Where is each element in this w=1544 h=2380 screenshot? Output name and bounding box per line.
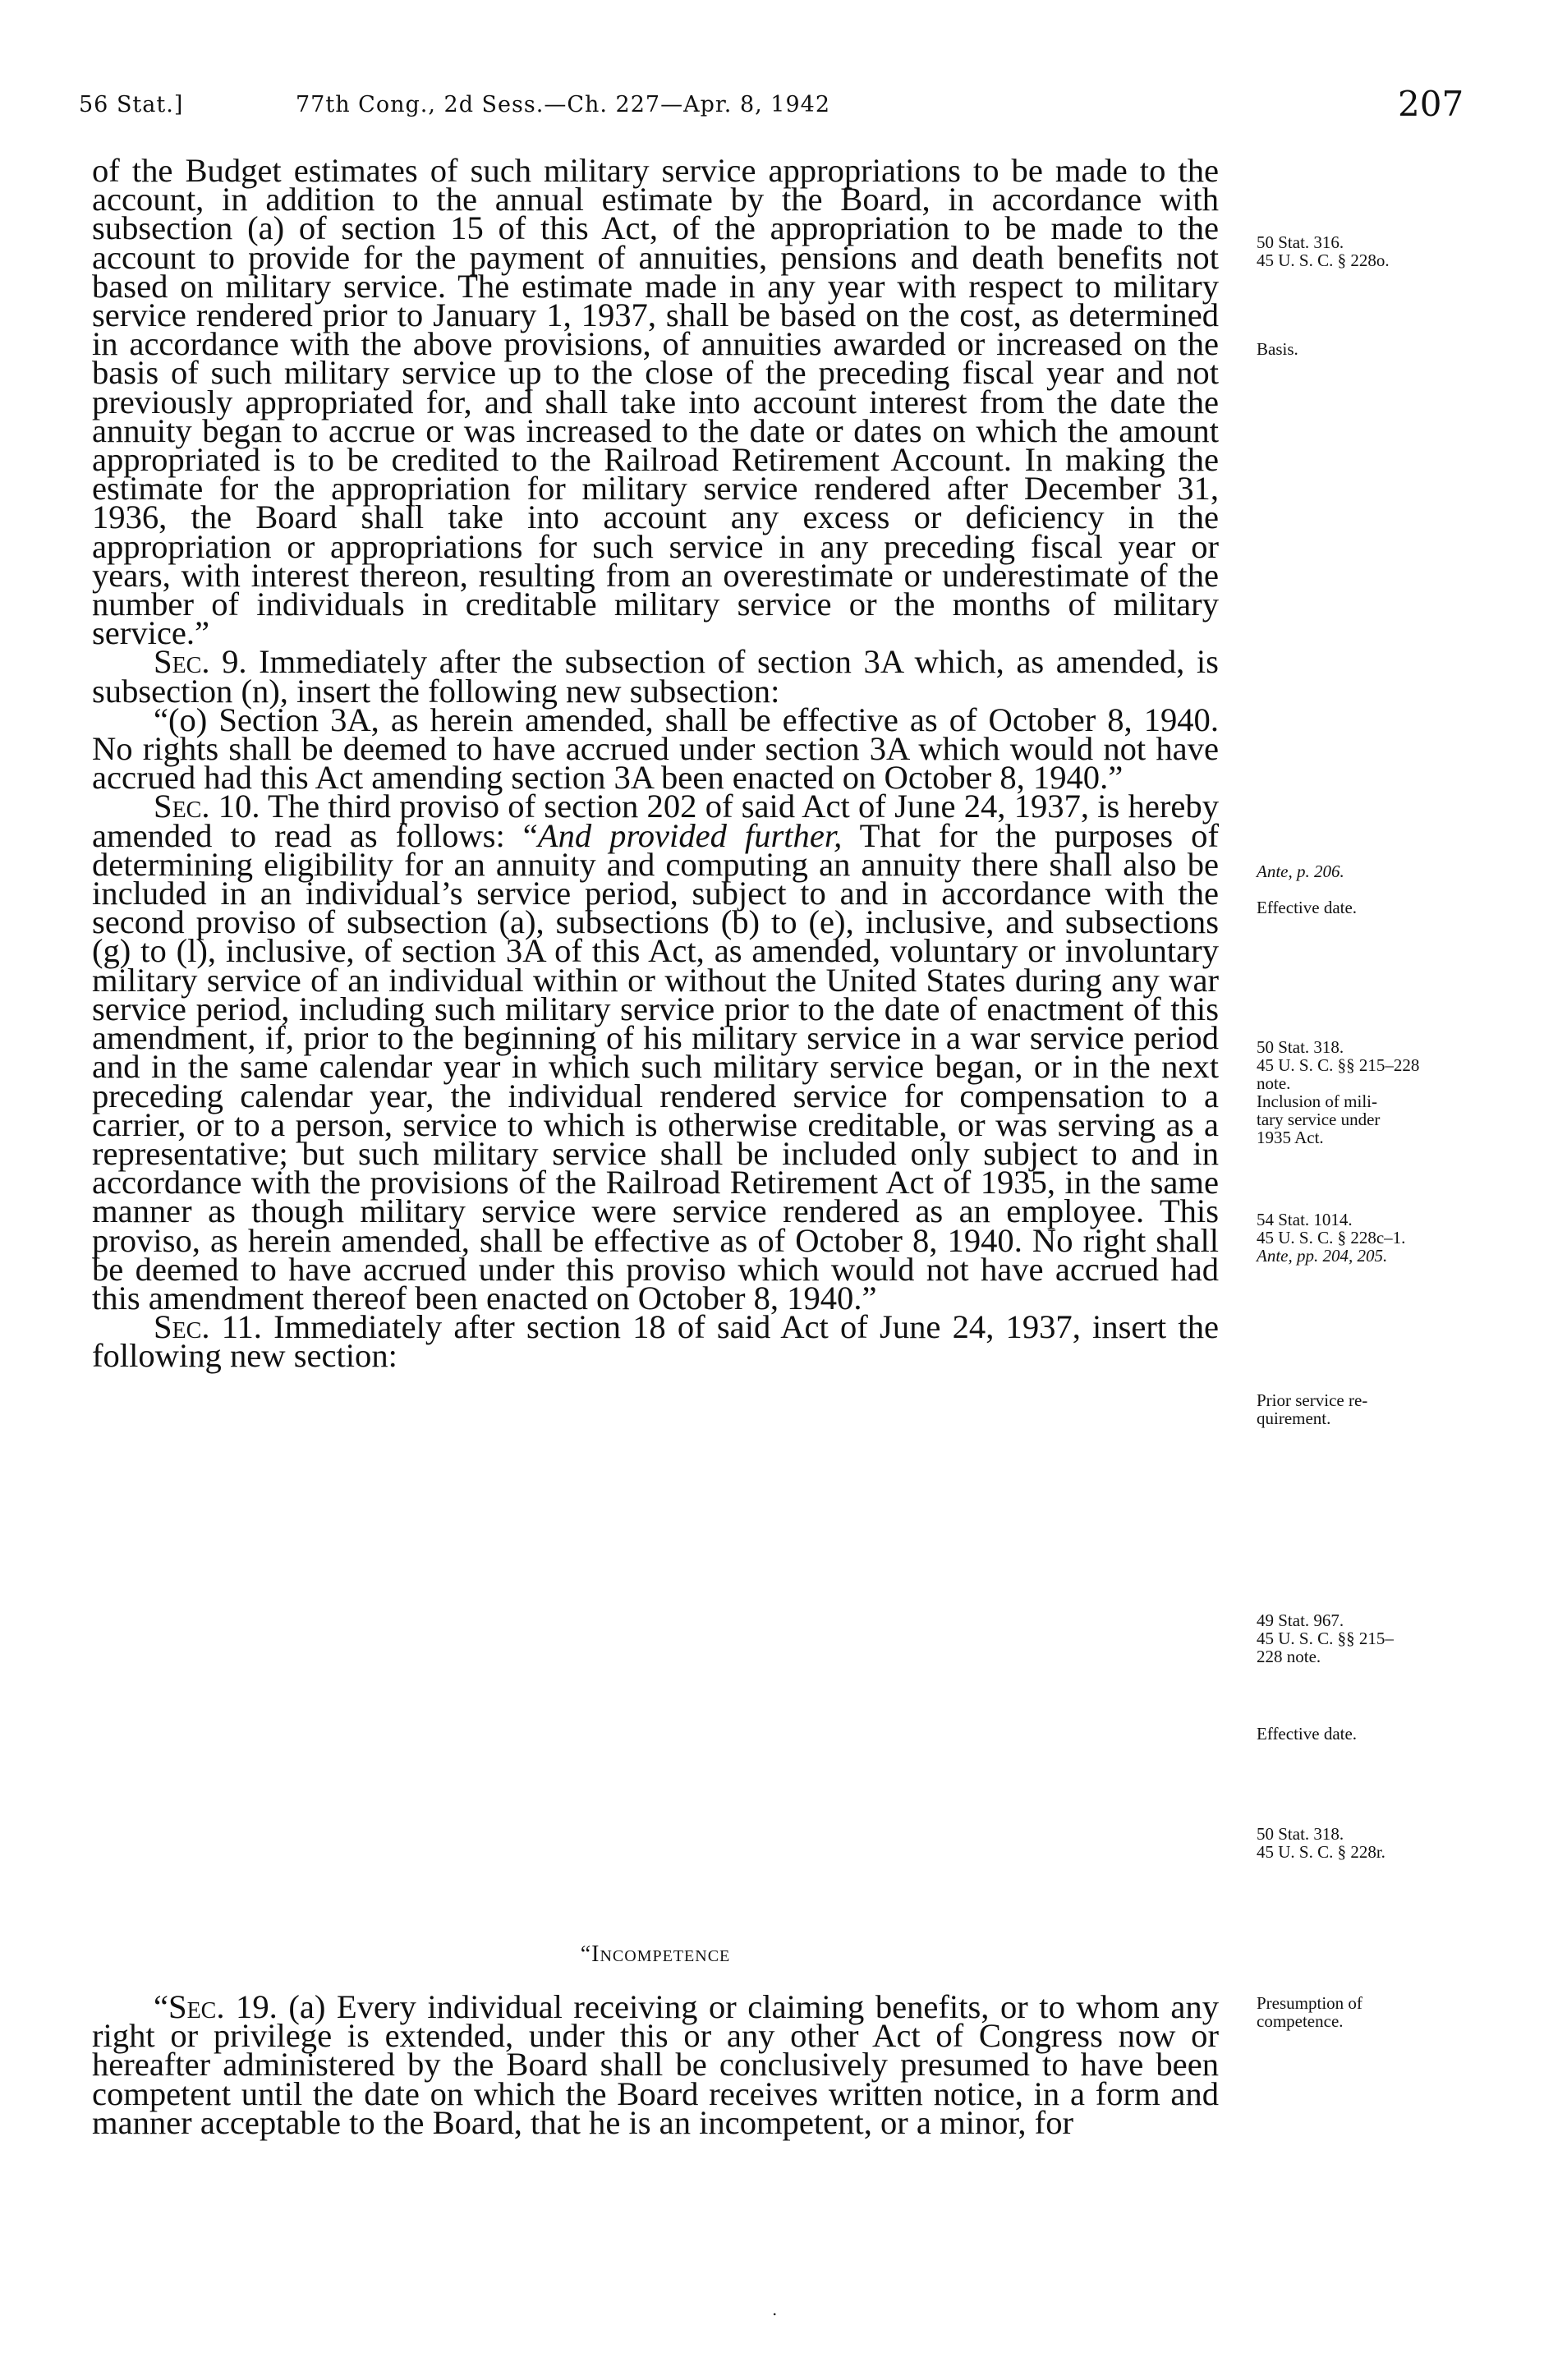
margin-note-inclusion-military-service	[1257, 1092, 1462, 1146]
note-line: 228 note.	[1257, 1647, 1321, 1666]
main-text-upper	[92, 152, 1220, 1375]
note-line: Basis.	[1257, 339, 1298, 359]
section-label: “Sec. 19.	[154, 1988, 278, 2025]
margin-note-effective-date-2	[1257, 1725, 1462, 1743]
paragraph-sec-9	[92, 643, 1219, 710]
note-line: 50 Stat. 318.	[1257, 1037, 1344, 1057]
note-line: competence.	[1257, 2011, 1344, 2031]
margin-note-ante-206	[1257, 862, 1462, 880]
margin-note-stat-316	[1257, 233, 1462, 269]
note-line: Presumption of	[1257, 1993, 1362, 2013]
margin-note-stat-1014	[1257, 1211, 1462, 1265]
paragraph-sec-19	[92, 1988, 1219, 2141]
note-line: Prior service re-	[1257, 1390, 1368, 1410]
section-text: Immediately after section 18 of said Act of June 24, 1937, insert the following new section:	[92, 1308, 1219, 1375]
note-line: tary service under	[1257, 1110, 1381, 1129]
note-line: 1935 Act.	[1257, 1128, 1324, 1147]
margin-note-stat-967	[1257, 1611, 1462, 1666]
note-line: 50 Stat. 318.	[1257, 1824, 1344, 1844]
section-text: That for the purposes of determining eligibility for an annuity and computing an annuity there shall also be included in an individual’s service period, subject to and in accordance with the second proviso of subsection (a), subsections (b) to (e), inclusive, and subsections (g) to (l), inclusive, of section 3A of this Act, as amended, voluntary or involuntary military service of an individual within or without the United States during any war service period, including such military service prior to the date of enactment of this amendment, if, prior to the beginning of his military service in a war service period and in the same calendar year in which such military service began, or in the next preceding calendar year, the individual rendered service for compensation to a carrier, or to a person, service to which is otherwise creditable, or was serving as a representative; but such military service shall be included only subject to and in accordance with the provisions of the Railroad Retirement Act of 1935, in the same manner as though military service were service rendered as an employee. This proviso, as herein amended, shall be effective as of October 8, 1940. No right shall be deemed to have accrued under this proviso which would not have accrued had this amendment thereof been enacted on October 8, 1940.”	[92, 816, 1219, 1316]
note-line: 54 Stat. 1014.	[1257, 1210, 1353, 1229]
note-line: Inclusion of mili-	[1257, 1091, 1377, 1111]
section-label: Sec. 9.	[154, 643, 247, 681]
main-text-lower	[92, 1988, 1219, 2141]
paragraph-budget-estimates: of the Budget estimates of such military service appropriations to be made to the account, in addition to the annual estimate by the Board, in accordance with subsection (a) of section 15 of this Act, of the appropriation to be made to the account to provide for the payment of annuities, pensions and death benefits not based on military service. The estimate made in any year with respect to military service rendered prior to January 1, 1937, shall be based on the cost, as determined in accordance with the above provisions, of annuities awarded or increased on the basis of such military service up to the close of the preceding fiscal year and not previously appropriated for, and shall take into account interest from the date the annuity began to accrue or was increased to the date or dates on which the amount appropriated is to be credited to the Railroad Retirement Account. In making the estimate for the appropriation for military service rendered after December 31, 1936, the Board shall take into account any excess or deficiency in the appropriation or appropriations for such service in any preceding fiscal year or years, with interest thereon, resulting from an overestimate or underestimate of the number of individuals in creditable military service or the months of military service.”	[92, 152, 1219, 652]
margin-note-stat-318	[1257, 1038, 1462, 1092]
margin-note-stat-318-sec-11	[1257, 1825, 1462, 1861]
note-line: Ante, pp. 204, 205.	[1257, 1246, 1388, 1266]
paragraph-sec-10	[92, 788, 1220, 1316]
margin-note-effective-date-1	[1257, 898, 1462, 917]
note-line: quirement.	[1257, 1408, 1331, 1428]
section-text: The third proviso of section 202 of said Act of June 24, 1937, is hereby amended to read as follows: “	[92, 788, 1220, 854]
section-heading-incompetence	[92, 1941, 1219, 1968]
note-line: 45 U. S. C. § 228o.	[1257, 250, 1390, 270]
note-line: Effective date.	[1257, 1724, 1358, 1744]
margin-note-presumption-competence	[1257, 1994, 1462, 2030]
note-line: 45 U. S. C. §§ 215–228	[1257, 1055, 1420, 1075]
note-line: Effective date.	[1257, 898, 1358, 917]
header-stat: 56 Stat.]	[79, 92, 184, 117]
note-line: 45 U. S. C. § 228r.	[1257, 1842, 1385, 1862]
section-text: (a) Every individual receiving or claiming benefits, or to whom any right or privilege is extended, under this or any other Act of Congress now or hereafter administered by the Board shall be conclusively presumed to have been competent until the date on which the Board receives written notice, in a form and manner acceptable to the Board, that he is an incompetent, or a minor, for	[92, 1988, 1219, 2141]
proviso-italic: And provided further,	[537, 816, 843, 854]
note-line: 50 Stat. 316.	[1257, 232, 1344, 252]
section-text: Immediately after the subsection of section 3A which, as amended, is subsection (n), insert the following new subsection:	[92, 643, 1219, 710]
heading-text: “Incompetence	[580, 1941, 731, 1967]
note-line: Ante, p. 206.	[1257, 861, 1344, 881]
header-congress: 77th Cong., 2d Sess.—Ch. 227—Apr. 8, 1942	[296, 92, 831, 117]
note-line: 45 U. S. C. § 228c–1.	[1257, 1228, 1406, 1247]
footer-mark: .	[772, 2300, 778, 2319]
note-line: note.	[1257, 1073, 1291, 1093]
paragraph-sec-11	[92, 1308, 1219, 1375]
margin-note-basis	[1257, 340, 1462, 358]
note-line: 45 U. S. C. §§ 215–	[1257, 1629, 1394, 1648]
note-line: 49 Stat. 967.	[1257, 1610, 1344, 1630]
section-label: Sec. 11.	[154, 1308, 262, 1346]
paragraph-subsection-o: “(o) Section 3A, as herein amended, shall be effective as of October 8, 1940. No rights shall be deemed to have accrued under section 3A which would not have accrued had this Act amending section 3A been enacted on October 8, 1940.”	[92, 701, 1219, 797]
margin-note-prior-service	[1257, 1391, 1462, 1427]
page-number: 207	[1398, 84, 1464, 124]
section-label: Sec. 10.	[154, 788, 260, 825]
